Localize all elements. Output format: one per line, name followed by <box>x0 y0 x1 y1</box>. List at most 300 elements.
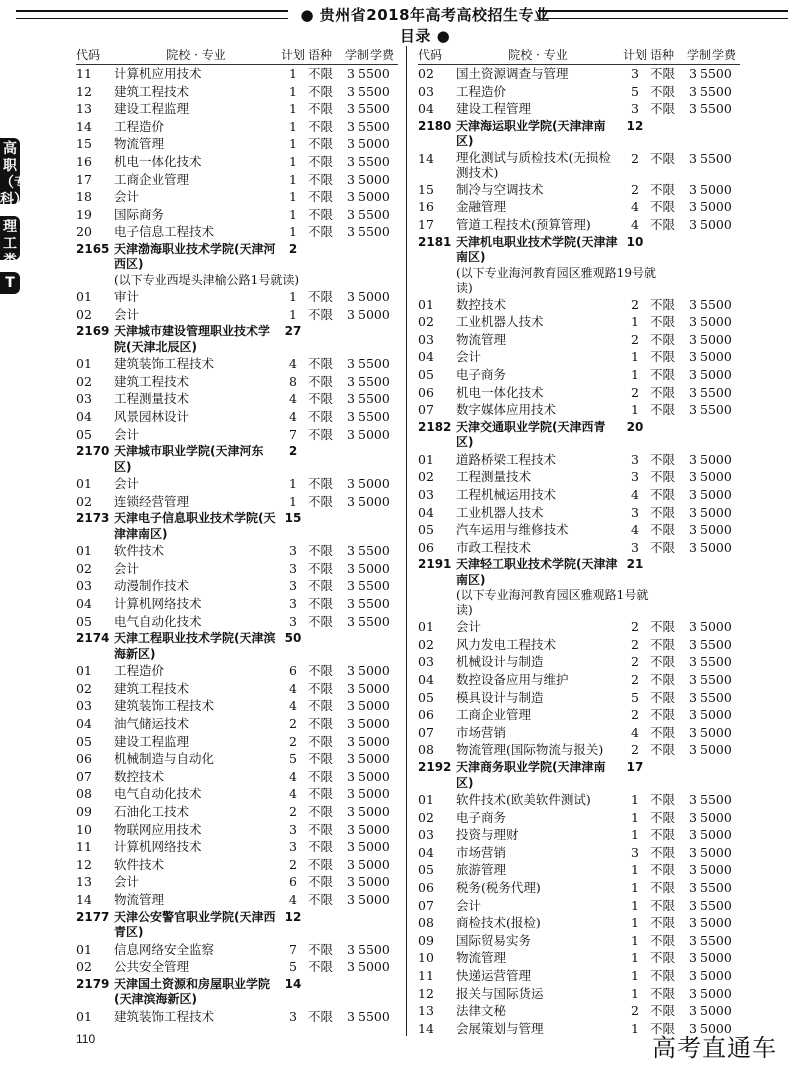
program-lang: 不限 <box>308 101 334 117</box>
program-fee: 5000 <box>358 698 390 714</box>
program-code: 17 <box>76 171 92 187</box>
program-row <box>418 861 740 879</box>
program-row <box>418 451 740 469</box>
school-name: 天津轻工职业技术学院(天津津南区) <box>456 557 618 587</box>
program-name: 工业机器人技术 <box>456 314 544 330</box>
program-years: 3 <box>347 373 355 389</box>
program-plan: 3 <box>631 66 639 81</box>
program-fee: 5000 <box>358 306 390 322</box>
program-row <box>76 475 398 493</box>
program-lang: 不限 <box>308 356 334 372</box>
program-plan: 2 <box>631 296 639 312</box>
program-years: 3 <box>347 596 355 612</box>
school-plan: 2 <box>288 444 298 459</box>
program-plan: 2 <box>289 804 297 819</box>
program-code: 06 <box>418 539 434 555</box>
school-row <box>76 511 398 542</box>
program-row <box>76 171 398 189</box>
program-plan: 1 <box>289 224 297 240</box>
school-plan: 17 <box>626 760 644 775</box>
program-name: 机电一体化技术 <box>114 153 202 169</box>
program-years: 3 <box>689 792 697 808</box>
program-code: 07 <box>418 724 434 740</box>
program-name: 汽车运用与维修技术 <box>456 522 569 538</box>
program-years: 3 <box>689 985 697 1001</box>
program-lang: 不限 <box>308 118 334 134</box>
program-code: 01 <box>76 663 92 679</box>
program-fee: 5000 <box>700 451 732 467</box>
program-years: 3 <box>689 827 697 843</box>
program-plan: 3 <box>631 539 639 555</box>
program-fee: 5500 <box>358 153 390 169</box>
program-lang: 不限 <box>650 469 676 485</box>
program-name: 物流管理 <box>114 891 165 907</box>
program-years: 3 <box>689 654 697 670</box>
program-fee: 5500 <box>700 672 732 688</box>
program-row <box>76 355 398 373</box>
program-name: 工商企业管理 <box>456 707 532 723</box>
program-name: 工程造价 <box>114 663 165 679</box>
program-code: 01 <box>76 356 92 372</box>
program-years: 3 <box>347 543 355 559</box>
program-fee: 5000 <box>358 839 390 855</box>
program-lang: 不限 <box>308 733 334 749</box>
program-lang: 不限 <box>650 1020 676 1036</box>
program-plan: 3 <box>289 613 297 629</box>
program-code: 13 <box>76 874 92 890</box>
program-lang: 不限 <box>650 402 676 418</box>
program-lang: 不限 <box>650 862 676 878</box>
program-years: 3 <box>347 391 355 407</box>
program-row <box>76 390 398 408</box>
program-lang: 不限 <box>308 891 334 907</box>
program-code: 20 <box>76 224 92 240</box>
program-years: 3 <box>347 663 355 679</box>
school-name: 天津商务职业学院(天津津南区) <box>456 760 606 790</box>
program-plan: 4 <box>289 891 297 907</box>
school-code: 2179 <box>76 976 110 991</box>
program-lang: 不限 <box>650 366 676 382</box>
school-row <box>418 119 740 150</box>
program-years: 3 <box>689 469 697 485</box>
program-row <box>418 932 740 950</box>
program-name: 会计 <box>114 476 140 492</box>
program-years: 3 <box>689 199 697 215</box>
program-fee: 5000 <box>700 349 732 365</box>
program-years: 3 <box>689 349 697 365</box>
program-fee: 5000 <box>700 707 732 723</box>
program-lang: 不限 <box>650 150 676 166</box>
left-column-body <box>76 65 398 1025</box>
program-name: 物流管理 <box>114 136 165 152</box>
program-name: 工商企业管理 <box>114 171 190 187</box>
program-code: 08 <box>418 742 434 758</box>
program-fee: 5500 <box>358 224 390 240</box>
program-fee: 5000 <box>700 522 732 538</box>
program-fee: 5500 <box>700 402 732 418</box>
program-row <box>418 671 740 689</box>
program-row <box>76 750 398 768</box>
program-plan: 1 <box>289 83 297 99</box>
program-row <box>76 288 398 306</box>
program-years: 3 <box>689 967 697 983</box>
program-plan: 3 <box>289 1008 297 1024</box>
program-lang: 不限 <box>650 384 676 400</box>
program-row <box>418 741 740 759</box>
program-years: 3 <box>689 216 697 232</box>
program-name: 连锁经营管理 <box>114 493 190 509</box>
program-code: 02 <box>418 469 434 485</box>
note-text: (以下专业海河教育园区雅观路1号就读) <box>456 588 649 618</box>
program-row <box>418 65 740 83</box>
program-plan: 2 <box>631 1003 639 1019</box>
program-plan: 1 <box>631 827 639 843</box>
program-fee: 5500 <box>358 391 390 407</box>
program-name: 快递运营管理 <box>456 967 532 983</box>
program-lang: 不限 <box>308 839 334 855</box>
program-row <box>76 408 398 426</box>
program-fee: 5500 <box>700 792 732 808</box>
program-code: 03 <box>418 654 434 670</box>
program-lang: 不限 <box>308 66 334 81</box>
program-years: 3 <box>689 707 697 723</box>
program-code: 01 <box>418 792 434 808</box>
program-fee: 5500 <box>700 897 732 913</box>
program-code: 11 <box>76 66 92 81</box>
program-row <box>76 821 398 839</box>
program-row <box>418 83 740 101</box>
program-plan: 1 <box>631 897 639 913</box>
program-lang: 不限 <box>650 724 676 740</box>
program-name: 旅游管理 <box>456 862 507 878</box>
program-fee: 5000 <box>700 469 732 485</box>
program-lang: 不限 <box>308 171 334 187</box>
program-code: 08 <box>418 915 434 931</box>
program-years: 3 <box>347 856 355 872</box>
program-code: 03 <box>76 698 92 714</box>
program-code: 02 <box>418 809 434 825</box>
program-years: 3 <box>347 206 355 222</box>
program-plan: 7 <box>289 426 297 442</box>
program-years: 3 <box>689 101 697 117</box>
program-row <box>418 689 740 707</box>
program-fee: 5000 <box>700 216 732 232</box>
header-rule-right <box>538 10 788 19</box>
program-fee: 5000 <box>358 476 390 492</box>
program-code: 19 <box>76 206 92 222</box>
program-years: 3 <box>347 680 355 696</box>
program-lang: 不限 <box>650 689 676 705</box>
program-fee: 5500 <box>358 66 390 81</box>
program-fee: 5000 <box>700 199 732 215</box>
program-years: 3 <box>347 698 355 714</box>
program-plan: 3 <box>289 578 297 594</box>
header-fee: 学费 <box>370 48 395 62</box>
header-code: 代码 <box>76 48 101 62</box>
school-name: 天津城市建设管理职业技术学院(天津北辰区) <box>114 324 271 354</box>
program-name: 会计 <box>456 349 482 365</box>
program-code: 02 <box>76 493 92 509</box>
program-name: 建筑装饰工程技术 <box>114 356 215 372</box>
program-row <box>418 897 740 915</box>
program-code: 05 <box>76 733 92 749</box>
school-row <box>76 977 398 1008</box>
school-name: 天津渤海职业技术学院(天津河西区) <box>114 241 276 272</box>
program-plan: 5 <box>289 751 297 767</box>
program-name: 软件技术 <box>114 856 165 872</box>
program-lang: 不限 <box>308 959 334 975</box>
header-yrs: 学制 <box>344 48 369 62</box>
program-name: 建筑工程技术 <box>114 373 190 389</box>
program-name: 工程测量技术 <box>114 391 190 407</box>
program-plan: 3 <box>289 560 297 576</box>
program-years: 3 <box>689 724 697 740</box>
program-plan: 5 <box>289 959 297 975</box>
program-code: 01 <box>418 296 434 312</box>
program-plan: 1 <box>289 171 297 187</box>
program-lang: 不限 <box>650 950 676 966</box>
program-name: 理化测试与质检技术(无损检测技术) <box>456 149 611 181</box>
program-row <box>418 949 740 967</box>
program-lang: 不限 <box>650 636 676 652</box>
page-header <box>12 6 788 45</box>
program-plan: 7 <box>289 941 297 957</box>
program-fee: 5500 <box>358 373 390 389</box>
program-years: 3 <box>689 672 697 688</box>
program-code: 02 <box>418 66 434 81</box>
school-plan: 14 <box>284 976 302 991</box>
program-code: 05 <box>418 366 434 382</box>
school-code: 2182 <box>418 419 452 434</box>
program-plan: 1 <box>289 118 297 134</box>
program-fee: 5000 <box>700 915 732 931</box>
program-lang: 不限 <box>308 821 334 837</box>
header-rule-left <box>16 10 288 19</box>
program-plan: 1 <box>631 932 639 948</box>
program-lang: 不限 <box>308 560 334 576</box>
program-code: 02 <box>76 373 92 389</box>
program-plan: 3 <box>631 469 639 485</box>
program-fee: 5000 <box>358 663 390 679</box>
program-lang: 不限 <box>308 1008 334 1024</box>
program-lang: 不限 <box>308 856 334 872</box>
program-row <box>76 958 398 976</box>
program-years: 3 <box>347 118 355 134</box>
program-years: 3 <box>347 804 355 819</box>
program-plan: 2 <box>631 384 639 400</box>
program-code: 17 <box>418 216 434 232</box>
program-fee: 5500 <box>358 101 390 117</box>
program-plan: 6 <box>289 874 297 890</box>
school-name: 天津国土资源和房屋职业学院(天津滨海新区) <box>114 976 271 1007</box>
program-row <box>418 706 740 724</box>
program-lang: 不限 <box>650 654 676 670</box>
program-row <box>76 715 398 733</box>
program-plan: 3 <box>631 101 639 117</box>
program-plan: 1 <box>289 101 297 117</box>
program-row <box>418 791 740 809</box>
program-name: 模具设计与制造 <box>456 689 544 705</box>
program-row <box>418 181 740 199</box>
program-plan: 4 <box>631 486 639 502</box>
school-name: 天津海运职业学院(天津津南区) <box>456 118 606 149</box>
note-text: (以下专业西堤头津榆公路1号就读) <box>114 272 299 287</box>
program-lang: 不限 <box>650 967 676 983</box>
program-lang: 不限 <box>308 288 334 304</box>
school-row <box>76 324 398 355</box>
program-lang: 不限 <box>308 83 334 99</box>
program-years: 3 <box>347 768 355 784</box>
program-name: 油气储运技术 <box>114 716 190 732</box>
program-plan: 2 <box>631 707 639 723</box>
program-name: 物联网应用技术 <box>114 821 202 837</box>
program-name: 道路桥梁工程技术 <box>456 451 557 467</box>
program-code: 05 <box>418 522 434 538</box>
school-name: 天津城市职业学院(天津河东区) <box>114 444 264 474</box>
program-code: 11 <box>76 839 92 855</box>
program-years: 3 <box>347 751 355 767</box>
program-plan: 2 <box>631 181 639 197</box>
program-name: 会计 <box>456 619 482 635</box>
school-name: 天津交通职业学院(天津西青区) <box>456 419 606 450</box>
program-years: 3 <box>347 136 355 152</box>
program-row <box>76 223 398 241</box>
program-years: 3 <box>689 539 697 555</box>
program-name: 审计 <box>114 288 140 304</box>
program-row <box>76 65 398 83</box>
program-years: 3 <box>689 486 697 502</box>
program-lang: 不限 <box>308 698 334 714</box>
program-plan: 3 <box>289 596 297 612</box>
program-row <box>76 542 398 560</box>
program-row <box>76 306 398 324</box>
program-name: 商检技术(报检) <box>456 915 541 931</box>
program-plan: 1 <box>289 66 297 81</box>
program-lang: 不限 <box>650 522 676 538</box>
program-plan: 4 <box>631 522 639 538</box>
program-lang: 不限 <box>650 331 676 347</box>
program-fee: 5000 <box>700 366 732 382</box>
school-plan: 12 <box>284 909 302 924</box>
program-years: 3 <box>347 288 355 304</box>
program-years: 3 <box>347 941 355 957</box>
program-years: 3 <box>689 314 697 330</box>
side-tab-letter: T <box>0 272 20 294</box>
program-code: 02 <box>76 680 92 696</box>
program-name: 机电一体化技术 <box>456 384 544 400</box>
program-lang: 不限 <box>308 768 334 784</box>
program-fee: 5000 <box>358 493 390 509</box>
program-fee: 5000 <box>700 331 732 347</box>
program-row <box>418 809 740 827</box>
program-row <box>418 914 740 932</box>
program-years: 3 <box>689 384 697 400</box>
program-name: 会计 <box>114 560 140 576</box>
program-fee: 5500 <box>358 596 390 612</box>
program-lang: 不限 <box>308 596 334 612</box>
program-code: 14 <box>76 891 92 907</box>
program-plan: 1 <box>631 1020 639 1036</box>
program-code: 09 <box>76 804 92 819</box>
program-fee: 5500 <box>700 296 732 312</box>
program-name: 投资与理财 <box>456 827 519 843</box>
program-row <box>418 384 740 402</box>
school-name: 天津机电职业技术学院(天津津南区) <box>456 234 618 265</box>
program-name: 电子信息工程技术 <box>114 224 215 240</box>
program-code: 07 <box>418 897 434 913</box>
program-fee: 5000 <box>700 504 732 520</box>
program-years: 3 <box>347 426 355 442</box>
program-fee: 5000 <box>700 967 732 983</box>
program-fee: 5000 <box>358 821 390 837</box>
program-plan: 3 <box>289 543 297 559</box>
program-code: 14 <box>418 1020 434 1036</box>
school-code: 2174 <box>76 631 110 646</box>
program-name: 会展策划与管理 <box>456 1020 544 1036</box>
program-fee: 5000 <box>358 751 390 767</box>
program-plan: 4 <box>289 786 297 802</box>
program-fee: 5000 <box>358 426 390 442</box>
program-row <box>76 206 398 224</box>
program-lang: 不限 <box>308 578 334 594</box>
program-name: 建设工程管理 <box>456 101 532 117</box>
program-name: 管道工程技术(预算管理) <box>456 216 591 232</box>
header-lang: 语种 <box>308 48 333 62</box>
program-code: 01 <box>76 941 92 957</box>
program-name: 建筑工程技术 <box>114 83 190 99</box>
program-row <box>76 697 398 715</box>
program-name: 会计 <box>456 897 482 913</box>
program-years: 3 <box>689 636 697 652</box>
program-fee: 5000 <box>700 724 732 740</box>
program-years: 3 <box>689 809 697 825</box>
program-fee: 5000 <box>358 733 390 749</box>
header-lang: 语种 <box>650 48 675 62</box>
program-fee: 5500 <box>700 880 732 895</box>
program-years: 3 <box>347 171 355 187</box>
school-plan: 21 <box>626 557 644 572</box>
note-spacer <box>418 266 456 296</box>
program-years: 3 <box>689 181 697 197</box>
program-lang: 不限 <box>650 216 676 232</box>
program-plan: 1 <box>631 967 639 983</box>
program-fee: 5000 <box>700 314 732 330</box>
program-name: 计算机网络技术 <box>114 596 202 612</box>
program-lang: 不限 <box>308 751 334 767</box>
program-code: 02 <box>76 560 92 576</box>
page-number: 110 <box>76 1032 96 1046</box>
program-code: 01 <box>76 1008 92 1024</box>
program-lang: 不限 <box>650 451 676 467</box>
program-name: 法律文秘 <box>456 1003 507 1019</box>
program-code: 03 <box>418 331 434 347</box>
program-years: 3 <box>689 451 697 467</box>
program-plan: 5 <box>631 83 639 99</box>
program-code: 12 <box>418 985 434 1001</box>
program-years: 3 <box>689 915 697 931</box>
column-divider <box>406 46 407 1036</box>
program-code: 01 <box>76 288 92 304</box>
program-lang: 不限 <box>650 349 676 365</box>
program-years: 3 <box>689 522 697 538</box>
program-code: 05 <box>76 613 92 629</box>
program-name: 会计 <box>114 189 140 205</box>
program-code: 04 <box>76 716 92 732</box>
program-name: 国际贸易实务 <box>456 932 532 948</box>
program-name: 数控设备应用与维护 <box>456 672 569 688</box>
program-name: 数字媒体应用技术 <box>456 402 557 418</box>
program-name: 计算机应用技术 <box>114 66 202 81</box>
